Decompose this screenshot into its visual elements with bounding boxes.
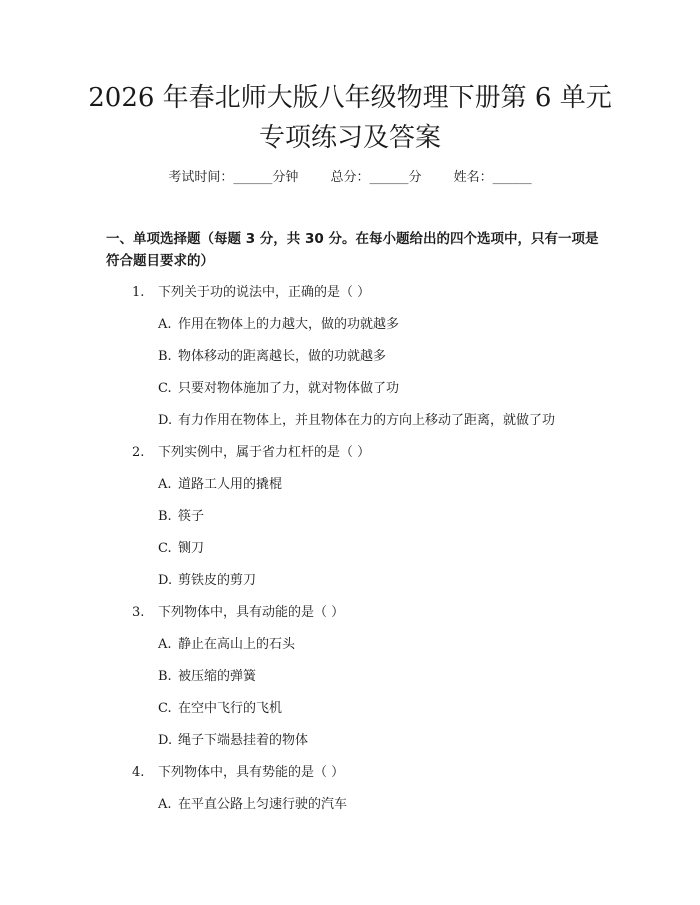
student-name: 姓名：______ [453,170,532,185]
question-text: 下列物体中，具有动能的是（ ） [158,605,345,620]
option-text: 被压缩的弹簧 [178,669,257,684]
section-heading: 一、单项选择题（每题 3 分，共 30 分。在每小题给出的四个选项中，只有一项是符合题目要求的） [106,231,599,269]
question-1-option-a [158,315,399,335]
option-letter: B. [158,349,172,364]
question-2-option-c [158,539,204,559]
question-1-option-b [158,347,386,367]
exam-time: 考试时间：______分钟 [168,170,299,185]
document-title [60,78,640,158]
question-1 [132,283,370,303]
option-letter: D. [158,733,173,748]
option-text: 铡刀 [178,541,205,556]
option-text: 只要对物体施加了力，就对物体做了功 [178,381,400,396]
option-letter: A. [158,477,172,492]
option-text: 在平直公路上匀速行驶的汽车 [178,797,348,812]
question-3-option-d [158,731,308,751]
option-letter: D. [158,573,173,588]
question-text: 下列实例中，属于省力杠杆的是（ ） [158,445,371,460]
question-4-option-a [158,795,347,815]
question-3-option-c [158,699,282,719]
question-number: 2. [132,445,145,460]
option-text: 物体移动的距离越长，做的功就越多 [178,349,387,364]
question-number: 1. [132,285,145,300]
question-3-option-a [158,635,295,655]
question-number: 3. [132,605,145,620]
option-letter: C. [158,381,172,396]
option-text: 在空中飞行的飞机 [178,701,283,716]
title-line-2: 专项练习及答案 [258,123,441,153]
question-1-option-d [158,411,555,431]
option-letter: C. [158,541,172,556]
option-text: 有力作用在物体上，并且物体在力的方向上移动了距离，就做了功 [178,413,556,428]
option-letter: A. [158,317,172,332]
option-letter: C. [158,701,172,716]
option-text: 作用在物体上的力越大，做的功就越多 [178,317,400,332]
question-2-option-b [158,507,204,527]
question-2 [132,443,370,463]
question-3-option-b [158,667,256,687]
question-2-option-d [158,571,256,591]
question-4 [132,763,344,783]
question-text: 下列关于功的说法中，正确的是（ ） [158,285,371,300]
question-1-option-c [158,379,399,399]
question-2-option-a [158,475,282,495]
option-text: 静止在高山上的石头 [178,637,296,652]
option-text: 剪铁皮的剪刀 [178,573,257,588]
option-letter: B. [158,509,172,524]
exam-total-score: 总分：______分 [330,170,422,185]
option-letter: A. [158,797,172,812]
question-number: 4. [132,765,145,780]
option-letter: B. [158,669,172,684]
title-line-1: 2026 年春北师大版八年级物理下册第 6 单元 [88,83,612,113]
option-text: 筷子 [178,509,205,524]
option-text: 绳子下端悬挂着的物体 [178,733,309,748]
question-3 [132,603,344,623]
option-letter: D. [158,413,173,428]
exam-meta [0,168,700,188]
option-letter: A. [158,637,172,652]
option-text: 道路工人用的撬棍 [178,477,283,492]
question-text: 下列物体中，具有势能的是（ ） [158,765,345,780]
